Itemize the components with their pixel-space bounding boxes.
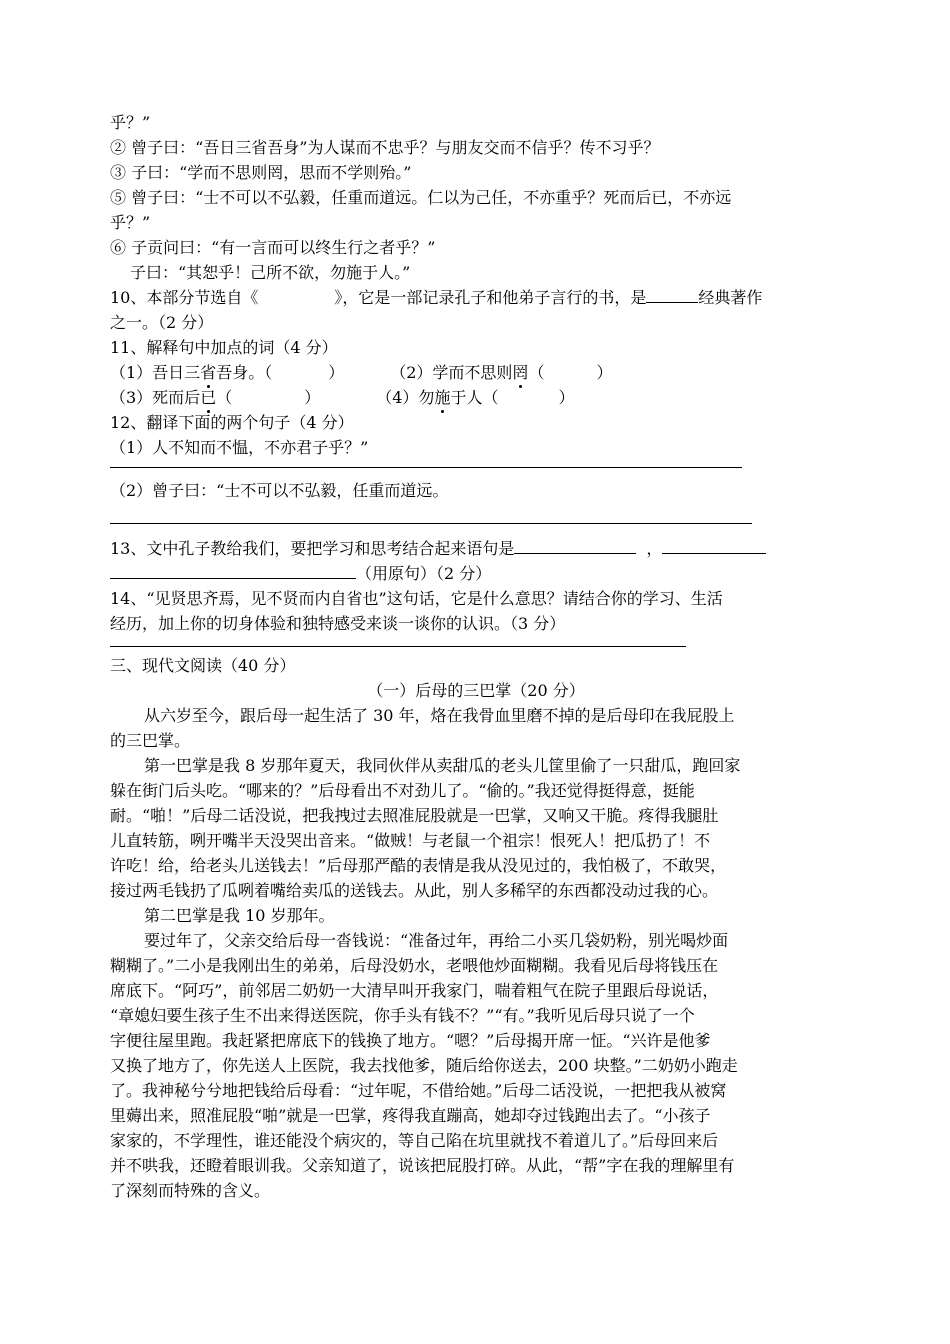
q13-blank-2[interactable]: [662, 536, 766, 554]
para4-line: 糊糊了。”二小是我刚出生的弟弟，后母没奶水，老喂他炒面糊糊。我看见后母将钱压在: [110, 956, 719, 975]
q11-2-text: （2）学而不思则: [390, 363, 513, 382]
quote-2: ② 曾子曰：“吾日三省吾身”为人谋而不忠乎？与朋友交而不信乎？传不习乎？: [110, 138, 660, 157]
close-paren: ）: [558, 388, 575, 407]
question-14-line2: 经历，加上你的切身体验和独特感受来谈一谈你的认识。（3 分）: [110, 614, 566, 633]
close-paren: ）: [328, 363, 345, 382]
question-11-title: 11、解释句中加点的词（4 分）: [110, 338, 338, 357]
answer-line[interactable]: [110, 467, 742, 468]
question-10-line2: 之一。（2 分）: [110, 313, 214, 332]
question-11-row1: [110, 360, 842, 385]
q10-text-c: 经典著作: [698, 288, 763, 307]
question-12-2: （2）曾子曰：“士不可以不弘毅，任重而道远。: [110, 481, 449, 500]
question-12-1: （1）人不知而不愠，不亦君子乎？”: [110, 438, 369, 457]
question-13-line2: [110, 561, 842, 586]
q11-2-text-post: （: [528, 363, 545, 382]
para4-line: 席底下。“阿巧”，前邻居二奶奶一大清早叫开我家门，喘着粗气在院子里跟后母说话，: [110, 981, 719, 1000]
exam-page: [110, 110, 842, 1203]
para1-line: 的三巴掌。: [110, 731, 191, 750]
q11-1-text: （1）吾日三: [110, 363, 201, 382]
para4-line: 又换了地方了，你先送人上医院，我去找他爹，随后给你送去，200 块整。”二奶奶小跑走: [110, 1056, 738, 1075]
quote-5-line2: 乎？”: [110, 213, 151, 232]
para2-line: 儿直转筋，咧开嘴半天没哭出音来。“做贼！与老鼠一个祖宗！恨死人！把瓜扔了！不: [110, 831, 711, 850]
para2-line: 许吃！给，给老头儿送钱去！”后母那严酷的表情是我从没见过的，我怕极了，不敢哭，: [110, 856, 727, 875]
q11-4-text: （4）勿: [376, 388, 435, 407]
question-14-line1: 14、“见贤思齐焉，见不贤而内自省也”这句话，它是什么意思？请结合你的学习、生活: [110, 589, 723, 608]
q11-1-dotted-word: 省: [200, 360, 216, 385]
para4-line: 了。我神秘兮兮地把钱给后母看：“过年呢，不借给她。”后母二话没说，一把把我从被窝: [110, 1081, 727, 1100]
q10-text-b: 》，它是一部记录孔子和他弟子言行的书，是: [334, 288, 647, 307]
para2-line: 第一巴掌是我 8 岁那年夏天，我同伙伴从卖甜瓜的老头儿筐里偷了一只甜瓜，跑回家: [144, 756, 741, 775]
para4-line: 里薅出来，照准屁股“啪”就是一巴掌，疼得我直蹦高，她却夺过钱跑出去了。“小孩子: [110, 1106, 711, 1125]
q11-4-text-post: 于人（: [450, 388, 499, 407]
q11-3-text-post: （: [216, 388, 233, 407]
para3-line: 第二巴掌是我 10 岁那年。: [144, 906, 335, 925]
question-10-line1: [110, 285, 842, 310]
close-paren: ）: [304, 388, 321, 407]
q13-blank-1[interactable]: [514, 536, 636, 554]
q11-3-dotted-word: 已: [200, 385, 216, 410]
question-13-line1: [110, 536, 842, 561]
q13-text-b: （用原句）（2 分）: [356, 564, 492, 583]
para4-line: 家家的，不学理性，谁还能没个病灾的，等自己陷在坑里就找不着道儿了。”后母回来后: [110, 1131, 719, 1150]
para1-line: 从六岁至今，跟后母一起生活了 30 年，烙在我骨血里磨不掉的是后母印在我屁股上: [144, 706, 735, 725]
question-12-title: 12、翻译下面的两个句子（4 分）: [110, 413, 354, 432]
para2-line: 躲在街门后头吃。“哪来的？”后母看出不对劲儿了。“偷的。”我还觉得挺得意，挺能: [110, 781, 695, 800]
para4-line: 要过年了，父亲交给后母一沓钱说：“准备过年，再给二小买几袋奶粉，别光喝炒面: [144, 931, 729, 950]
quote-6-line2: 子曰：“其恕乎！己所不欲，勿施于人。”: [130, 263, 411, 282]
para2-line: 接过两毛钱扔了瓜咧着嘴给卖瓜的送钱去。从此，别人多稀罕的东西都没动过我的心。: [110, 881, 719, 900]
text-line: 乎？”: [110, 113, 151, 132]
q13-comma: ，: [646, 539, 663, 558]
question-11-row2: [110, 385, 842, 410]
q11-4-dotted-word: 施: [434, 385, 450, 410]
para4-line: 并不哄我，还瞪着眼训我。父亲知道了，说该把屁股打碎。从此，“帮”字在我的理解里有: [110, 1156, 735, 1175]
quote-5-line1: ⑤ 曾子曰：“士不可以不弘毅，任重而道远。仁以为己任，不亦重乎？死而后已，不亦远: [110, 188, 732, 207]
q10-text-a: 10、本部分节选自《: [110, 288, 259, 307]
q13-text: 13、文中孔子教给我们，要把学习和思考结合起来语句是: [110, 539, 515, 558]
quote-6-line1: ⑥ 子贡问曰：“有一言而可以终生行之者乎？”: [110, 238, 436, 257]
q13-blank-3[interactable]: [110, 561, 356, 579]
q11-1-text-post: 吾身。（: [216, 363, 273, 382]
para4-line: 了深刻而特殊的含义。: [110, 1181, 271, 1200]
close-paren: ）: [596, 363, 613, 382]
section-3-heading: 三、现代文阅读（40 分）: [110, 656, 296, 675]
q10-answer-blank[interactable]: [646, 285, 698, 303]
para4-line: 字便往屋里跑。我赶紧把席底下的钱换了地方。“嗯？”后母揭开席一怔。“兴许是他爹: [110, 1031, 711, 1050]
para4-line: “章媳妇要生孩子生不出来得送医院，你手头有钱不？”“有。”我听见后母只说了一个: [110, 1006, 695, 1025]
answer-line[interactable]: [110, 523, 752, 524]
q11-2-dotted-word: 罔: [512, 360, 528, 385]
answer-line[interactable]: [110, 646, 686, 647]
para2-line: 耐。“啪！”后母二话没说，把我拽过去照准屁股就是一巴掌，又响又干脆。疼得我腿肚: [110, 806, 719, 825]
q11-3-text: （3）死而后: [110, 388, 201, 407]
passage-title: （一）后母的三巴掌（20 分）: [367, 681, 585, 700]
quote-3: ③ 子曰：“学而不思则罔，思而不学则殆。”: [110, 163, 412, 182]
